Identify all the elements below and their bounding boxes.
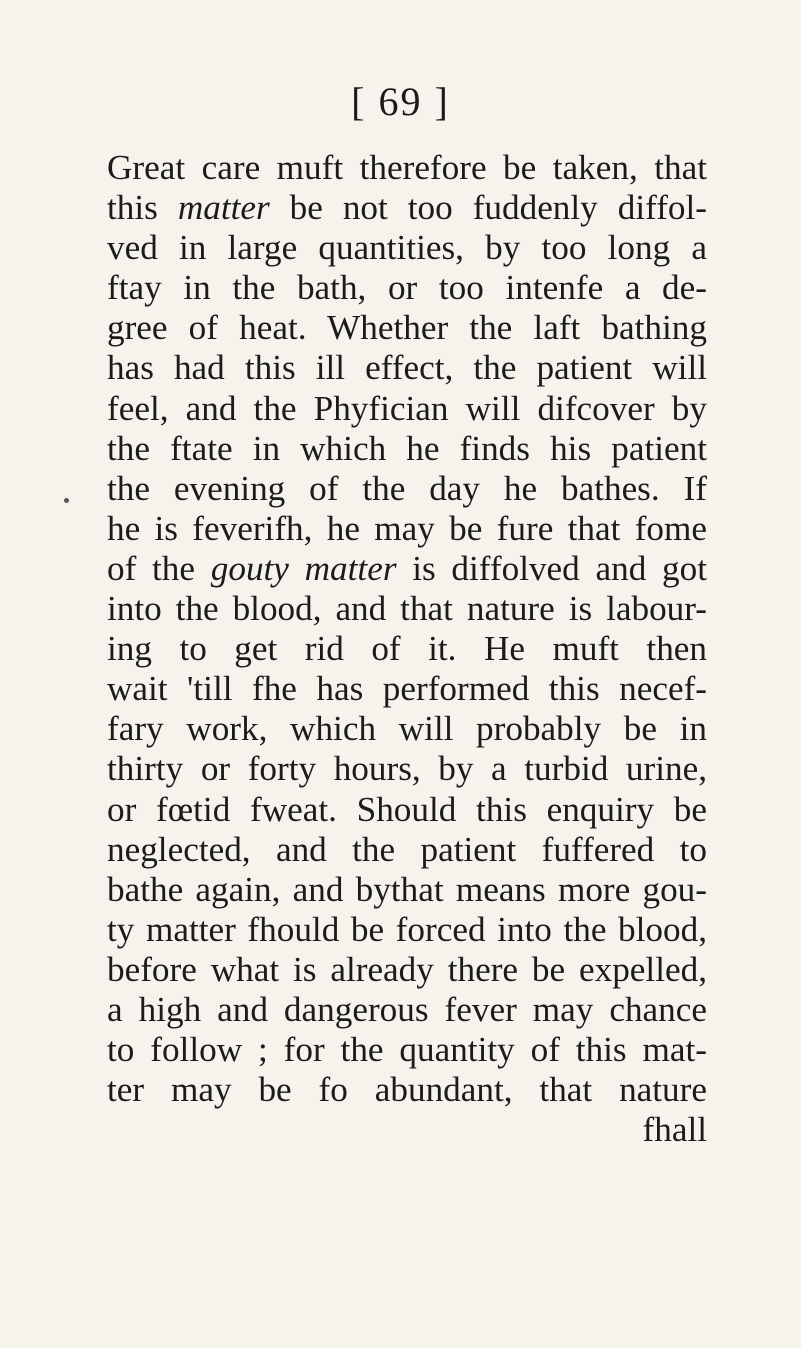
text-line: gree of heat. Whether the laft bathing: [107, 308, 707, 348]
text-line: neglected, and the patient fuffered to: [107, 829, 707, 869]
text-line: or fœtid fweat. Should this enquiry be: [107, 789, 707, 829]
text-line: ter may be fo abundant, that nature: [107, 1070, 707, 1110]
text-line: fary work, which will probably be in: [107, 709, 707, 749]
text-line: has had this ill effect, the patient will: [107, 348, 707, 388]
ink-speck: [64, 498, 69, 503]
text-line: the evening of the day he bathes. If: [107, 468, 707, 508]
text-line: ing to get rid of it. He muft then: [107, 629, 707, 669]
text-line: into the blood, and that nature is labour-: [107, 589, 707, 629]
text-line: thirty or forty hours, by a turbid urine,: [107, 749, 707, 789]
page-number-header: [ 69 ]: [351, 79, 450, 124]
text-line: ved in large quantities, by too long a: [107, 228, 707, 268]
text-line: a high and dangerous fever may chance: [107, 989, 707, 1029]
text-line: ty matter fhould be forced into the blood,: [107, 909, 707, 949]
text-line: the ftate in which he finds his patient: [107, 428, 707, 468]
text-line: feel, and the Phyfician will difcover by: [107, 388, 707, 428]
page-body-text: [107, 148, 707, 1150]
text-line: this matter be not too fuddenly diffol-: [107, 188, 707, 228]
text-line: bathe again, and bythat means more gou-: [107, 869, 707, 909]
text-line: to follow ; for the quantity of this mat-: [107, 1030, 707, 1070]
text-line: wait 'till fhe has performed this necef-: [107, 669, 707, 709]
text-line: before what is already there be expelled,: [107, 949, 707, 989]
catchword: fhall: [642, 1110, 707, 1150]
text-line: Great care muft therefore be taken, that: [107, 148, 707, 187]
text-line: ftay in the bath, or too intenfe a de-: [107, 268, 707, 308]
text-line: of the gouty matter is diffolved and got: [107, 548, 707, 588]
text-line: he is feverifh, he may be fure that fome: [107, 508, 707, 548]
